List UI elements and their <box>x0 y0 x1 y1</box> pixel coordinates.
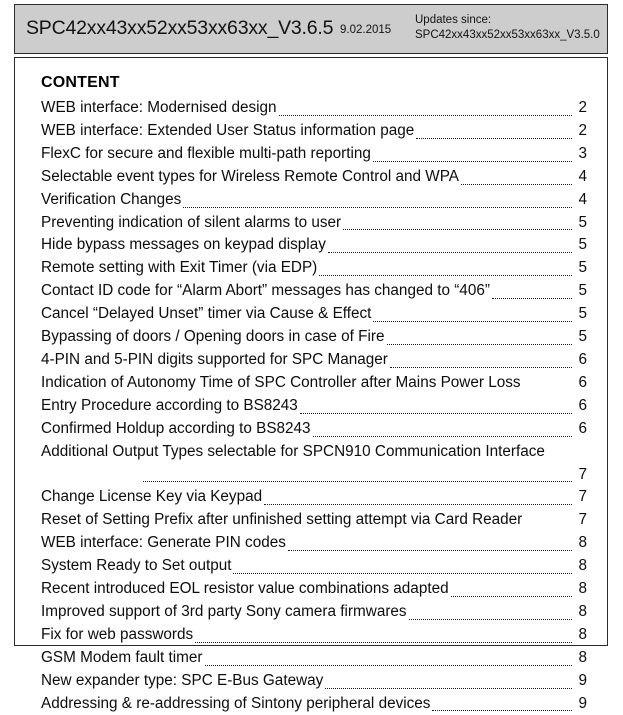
toc-entry-label: WEB interface: Modernised design <box>41 99 277 116</box>
toc-dot-leader <box>387 343 572 345</box>
toc-entry[interactable] <box>41 418 587 441</box>
toc-page-number: 8 <box>578 534 587 552</box>
toc-entry-label: Hide bypass messages on keypad display <box>41 236 326 254</box>
toc-entry[interactable] <box>41 257 587 280</box>
updates-since-label: Updates since: <box>415 14 492 26</box>
toc-entry-label: WEB interface: Generate PIN codes <box>41 534 286 552</box>
toc-page-number: 6 <box>578 373 587 391</box>
toc-entry[interactable] <box>41 624 587 647</box>
content-body <box>41 74 587 715</box>
toc-entry-label: Fix for web passwords <box>41 625 194 643</box>
toc-dot-leader <box>279 114 572 116</box>
toc-entry-label: Addressing & re-addressing of Sintony peripheral devices <box>41 694 431 712</box>
toc-entry-label: Cancel “Delayed Unset” timer via Cause & Effect <box>41 305 372 323</box>
toc-entry[interactable] <box>41 509 587 532</box>
toc-page-number: 7 <box>578 511 587 529</box>
toc-page-number: 5 <box>578 213 587 231</box>
toc-entry-label: FlexC for secure and flexible multi-path reporting <box>41 144 371 162</box>
toc-dot-leader <box>313 435 572 437</box>
toc-entry-label: New expander type: SPC E-Bus Gateway <box>41 671 324 689</box>
toc-entry-label: Contact ID code for “Alarm Abort” messages has changed to “406” <box>41 282 490 300</box>
toc-entry[interactable] <box>41 441 587 487</box>
toc-dot-leader <box>264 503 572 505</box>
toc-dot-leader <box>319 274 572 276</box>
document-title: SPC42xx43xx52xx53xx63xx_V3.6.5 <box>26 17 334 39</box>
toc-page-number: 5 <box>578 236 587 254</box>
toc-dot-leader <box>343 228 572 230</box>
document-header-band <box>14 4 608 54</box>
toc-page-number: 9 <box>578 694 587 712</box>
toc-entry[interactable] <box>41 97 587 120</box>
toc-entry-label: Additional Output Types selectable for SPCN910 Communication Interface <box>41 442 545 460</box>
toc-entry-label: WEB interface: Extended User Status information page <box>41 121 415 139</box>
toc-dot-leader <box>328 251 572 253</box>
toc-dot-leader <box>300 412 572 414</box>
toc-page-number: 8 <box>578 602 587 620</box>
updates-since-block <box>415 13 600 42</box>
toc-entry-label: Preventing indication of silent alarms to user <box>41 213 342 231</box>
toc-dot-leader <box>288 549 572 551</box>
toc-entry-label: 4-PIN and 5-PIN digits supported for SPC Manager <box>41 350 388 368</box>
toc-page-number: 5 <box>578 282 587 300</box>
toc-page-number: 6 <box>578 396 587 414</box>
toc-entry[interactable] <box>41 372 587 395</box>
toc-dot-leader <box>325 687 572 689</box>
updates-since-value: SPC42xx43xx52xx53xx63xx_V3.5.0 <box>415 28 600 41</box>
toc-page-number: 4 <box>578 167 587 185</box>
toc-entry[interactable] <box>41 303 587 326</box>
toc-entry-label: Selectable event types for Wireless Remote Control and WPA <box>41 167 460 185</box>
toc-entry[interactable] <box>41 280 587 303</box>
toc-page-number: 8 <box>578 625 587 643</box>
toc-entry[interactable] <box>41 349 587 372</box>
toc-dot-leader <box>461 183 572 185</box>
toc-entry-label: System Ready to Set output <box>41 557 232 575</box>
toc-entry-label: Bypassing of doors / Opening doors in case of Fire <box>41 328 385 346</box>
toc-entry[interactable] <box>41 693 587 715</box>
toc-page-number: 2 <box>578 121 587 139</box>
document-date: 9.02.2015 <box>340 24 392 36</box>
toc-entry[interactable] <box>41 120 587 143</box>
toc-dot-leader <box>373 320 572 322</box>
toc-page-number: 8 <box>578 648 587 666</box>
toc-entry-label: Change License Key via Keypad <box>41 488 263 506</box>
toc-page-number: 5 <box>578 259 587 277</box>
content-heading: CONTENT <box>41 74 120 91</box>
toc-entry[interactable] <box>41 143 587 166</box>
toc-entry-label: Indication of Autonomy Time of SPC Controller after Mains Power Loss <box>41 373 521 391</box>
toc-entry-label: Entry Procedure according to BS8243 <box>41 396 298 414</box>
toc-dot-leader <box>205 664 572 666</box>
toc-dot-leader <box>416 137 572 139</box>
toc-entry[interactable] <box>41 212 587 235</box>
toc-dot-leader <box>409 618 572 620</box>
toc-dot-leader <box>451 595 572 597</box>
toc-entry-label: Remote setting with Exit Timer (via EDP) <box>41 259 318 277</box>
toc-page-number: 8 <box>578 557 587 575</box>
toc-dot-leader <box>183 206 572 208</box>
toc-entry[interactable] <box>41 555 587 578</box>
toc-dot-leader <box>390 366 572 368</box>
toc-dot-leader <box>233 572 572 574</box>
toc-dot-leader <box>432 709 572 711</box>
toc-dot-leader <box>143 480 572 482</box>
content-frame <box>14 57 608 712</box>
toc-page-number: 7 <box>578 488 587 506</box>
toc-page-number: 2 <box>578 99 587 116</box>
toc-entry[interactable] <box>41 578 587 601</box>
toc-entry[interactable] <box>41 189 587 212</box>
toc-page-number: 3 <box>578 144 587 162</box>
toc-dot-leader <box>373 160 572 162</box>
toc-entry[interactable] <box>41 234 587 257</box>
toc-page-number: 8 <box>578 580 587 598</box>
toc-entry-label: GSM Modem fault timer <box>41 648 203 666</box>
toc-page-number: 6 <box>578 350 587 368</box>
toc-entry[interactable] <box>41 486 587 509</box>
toc-page-number: 7 <box>578 465 587 483</box>
toc-entry[interactable] <box>41 395 587 418</box>
toc-entry-continuation <box>41 464 587 487</box>
toc-page-number: 4 <box>578 190 587 208</box>
toc-entry[interactable] <box>41 326 587 349</box>
toc-entry-label: Recent introduced EOL resistor value combinations adapted <box>41 580 449 598</box>
toc-page-number: 6 <box>578 419 587 437</box>
toc-entry[interactable] <box>41 601 587 624</box>
toc-dot-leader <box>492 297 572 299</box>
toc-entry-label: Improved support of 3rd party Sony camera firmwares <box>41 602 407 620</box>
toc-entry[interactable] <box>41 647 587 670</box>
toc-entry-label: Reset of Setting Prefix after unfinished setting attempt via Card Reader <box>41 511 523 529</box>
toc-page-number: 5 <box>578 328 587 346</box>
table-of-contents <box>41 97 587 715</box>
toc-entry-label: Confirmed Holdup according to BS8243 <box>41 419 311 437</box>
document-header-inner <box>15 5 607 53</box>
toc-entry[interactable] <box>41 532 587 555</box>
toc-entry[interactable] <box>41 166 587 189</box>
toc-page-number: 5 <box>578 305 587 323</box>
toc-dot-leader <box>195 641 572 643</box>
toc-page-number: 9 <box>578 671 587 689</box>
toc-entry[interactable] <box>41 670 587 693</box>
toc-entry-label: Verification Changes <box>41 190 182 208</box>
